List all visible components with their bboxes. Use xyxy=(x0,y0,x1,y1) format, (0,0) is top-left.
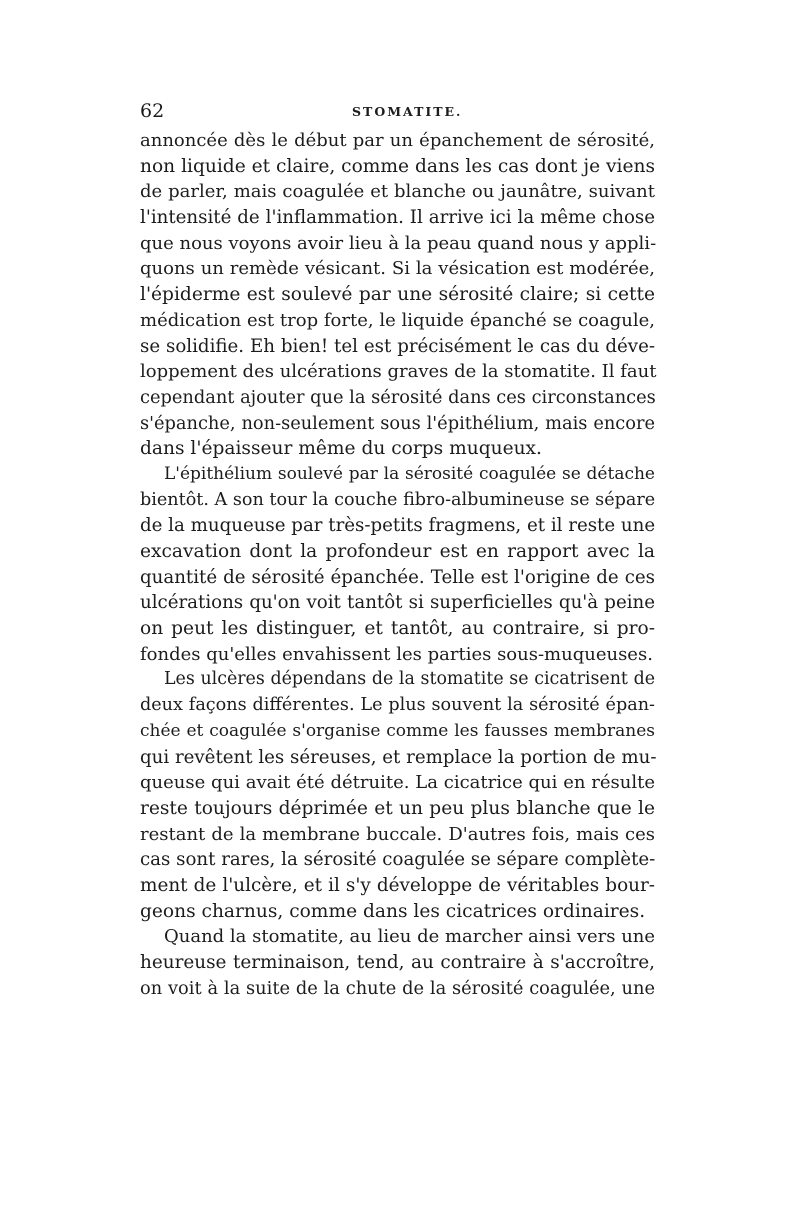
text-line: médication est trop forte, le liquide épanché se coagule, xyxy=(140,309,655,331)
text-line: qui revêtent les séreuses, et remplace la portion de mu- xyxy=(140,746,657,768)
paragraph-start-line: Les ulcères dépendans de la stomatite se cicatrisent de xyxy=(164,669,655,690)
text-line: cas sont rares, la sérosité coagulée se sépare complète- xyxy=(140,849,656,871)
page-number: 62 xyxy=(140,100,165,122)
text-line: reste toujours déprimée et un peu plus blanche que le xyxy=(140,797,655,819)
text-line: que nous voyons avoir lieu à la peau quand nous y appli- xyxy=(140,232,657,254)
paragraph-start-line: L'épithélium soulevé par la sérosité coagulée se détache xyxy=(164,463,655,484)
text-line: loppement des ulcérations graves de la stomatite. Il faut xyxy=(140,361,657,383)
text-line: restant de la membrane buccale. D'autres fois, mais ces xyxy=(140,823,655,845)
running-head xyxy=(140,100,655,124)
text-line: cependant ajouter que la sérosité dans ces circonstances xyxy=(140,386,656,408)
text-line: l'épiderme est soulevé par une sérosité claire; si cette xyxy=(140,284,655,306)
text-line: l'intensité de l'inflammation. Il arrive ici la même chose xyxy=(140,207,655,229)
text-line: se solidifie. Eh bien! tel est précisément le cas du déve- xyxy=(140,335,655,357)
body-text xyxy=(140,128,655,1001)
text-line: queuse qui avait été détruite. La cicatrice qui en résulte xyxy=(140,772,655,794)
text-line: quons un remède vésicant. Si la vésication est modérée, xyxy=(140,258,655,280)
text-line: on voit à la suite de la chute de la sérosité coagulée, une xyxy=(140,977,655,999)
text-line: chée et coagulée s'organise comme les fausses membranes xyxy=(140,720,655,741)
text-line: quantité de sérosité épanchée. Telle est l'origine de ces xyxy=(140,566,655,588)
text-line: deux façons différentes. Le plus souvent la sérosité épan- xyxy=(140,695,655,716)
text-line: bientôt. A son tour la couche fibro-albumineuse se sépare xyxy=(140,489,656,510)
text-line: de parler, mais coagulée et blanche ou jaunâtre, suivant xyxy=(140,181,655,203)
text-line: ulcérations qu'on voit tantôt si superficielles qu'à peine xyxy=(140,592,655,614)
running-title: STOMATITE. xyxy=(352,104,463,119)
text-line: heureuse terminaison, tend, au contraire à s'accroître, xyxy=(140,952,655,973)
text-line: ment de l'ulcère, et il s'y développe de véritables bour- xyxy=(140,874,655,896)
paragraph-start-line: Quand la stomatite, au lieu de marcher ainsi vers une xyxy=(164,926,656,948)
text-line: s'épanche, non-seulement sous l'épithélium, mais encore xyxy=(140,412,655,434)
text-line: non liquide et claire, comme dans les cas dont je viens xyxy=(140,155,655,177)
text-line: de la muqueuse par très-petits fragmens, et il reste une xyxy=(140,515,656,537)
text-line: geons charnus, comme dans les cicatrices ordinaires. xyxy=(140,900,646,922)
text-line: fondes qu'elles envahissent les parties sous-muqueuses. xyxy=(140,643,653,665)
text-line: annoncée dès le début par un épanchement de sérosité, xyxy=(140,130,655,151)
text-line: on peut les distinguer, et tantôt, au contraire, si pro- xyxy=(140,618,655,640)
text-line: dans l'épaisseur même du corps muqueux. xyxy=(140,438,542,460)
text-line: excavation dont la profondeur est en rapport avec la xyxy=(140,541,655,562)
